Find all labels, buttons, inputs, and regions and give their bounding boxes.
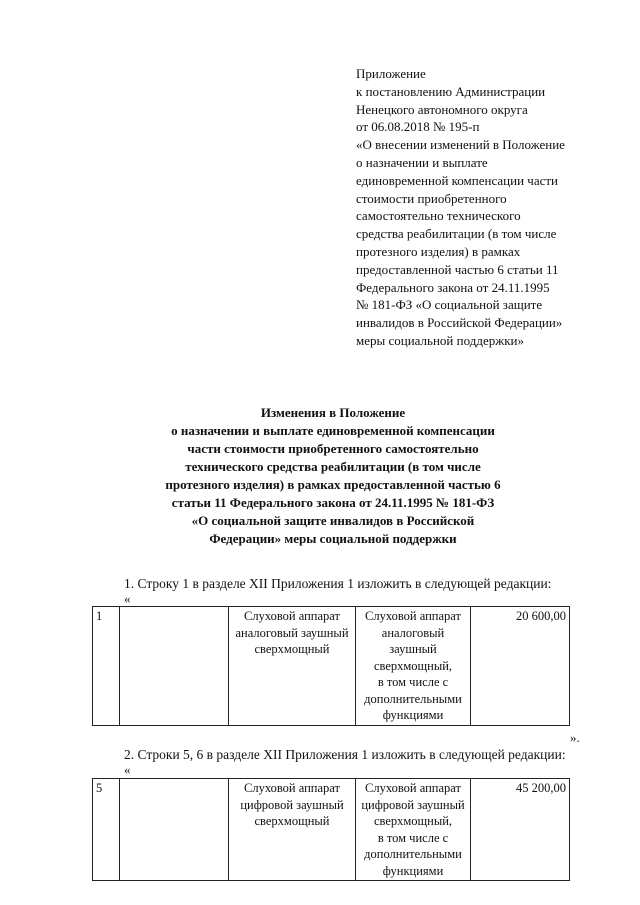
row-price: 20 600,00 — [471, 607, 570, 726]
row-empty-cell — [120, 607, 229, 726]
name-line: сверхмощный — [254, 814, 330, 828]
item2-table — [92, 778, 570, 881]
spec-line: Слуховой аппарат — [365, 781, 461, 795]
item2-text: 2. Строки 5, 6 в разделе XII Приложения 1 изложить в следующей редакции: — [124, 747, 566, 762]
appendix-line: от 06.08.2018 № 195-п — [356, 119, 480, 135]
row-number: 1 — [93, 607, 120, 726]
spec-line: Слуховой аппарат — [365, 609, 461, 623]
appendix-line: предоставленной частью 6 статьи 11 — [356, 261, 559, 277]
title-line: о назначении и выплате единовременной компенсации — [171, 423, 495, 438]
row-name-cell — [229, 607, 356, 726]
spec-line: цифровой заушный — [361, 797, 465, 812]
appendix-header — [356, 65, 596, 350]
appendix-line: Федерального закона от 24.11.1995 — [356, 279, 550, 295]
title-line: «О социальной защите инвалидов в Российской — [191, 513, 475, 528]
appendix-line: средства реабилитации (в том числе — [356, 226, 557, 242]
appendix-line: о назначении и выплате — [356, 154, 488, 170]
item2-open-quote: « — [124, 762, 131, 777]
item1-table — [92, 606, 570, 726]
appendix-line: Ненецкого автономного округа — [356, 101, 528, 117]
appendix-line: Приложение — [356, 66, 426, 81]
table-row — [93, 607, 570, 726]
item1-open-quote: « — [124, 591, 131, 606]
item1-text: 1. Строку 1 в разделе XII Приложения 1 изложить в следующей редакции: — [124, 576, 552, 591]
name-line: Слуховой аппарат — [244, 781, 340, 795]
name-line: аналоговый заушный — [235, 625, 349, 640]
title-line: статьи 11 Федерального закона от 24.11.1995 № 181-ФЗ — [171, 495, 495, 510]
spec-line: функциями — [382, 863, 444, 878]
row-price: 45 200,00 — [471, 779, 570, 881]
spec-line: в том числе с — [377, 830, 449, 845]
appendix-line: единовременной компенсации части — [356, 172, 559, 188]
appendix-line: к постановлению Администрации — [356, 83, 546, 99]
title-line: технического средства реабилитации (в том числе — [185, 459, 481, 474]
title-line: протезного изделия) в рамках предоставленной частью 6 — [165, 477, 501, 492]
spec-line: дополнительными — [364, 847, 462, 861]
spec-line: функциями — [382, 708, 444, 722]
row-spec-cell — [356, 779, 471, 881]
appendix-line: протезного изделия) в рамках — [356, 243, 521, 259]
name-line: цифровой заушный — [240, 797, 344, 812]
spec-line: сверхмощный, — [373, 814, 453, 828]
appendix-line: самостоятельно технического — [356, 208, 521, 224]
spec-line: заушный — [389, 642, 437, 656]
row-name-cell — [229, 779, 356, 881]
spec-line: сверхмощный, — [373, 658, 453, 673]
spec-line: аналоговый — [381, 625, 445, 640]
row-number: 5 — [93, 779, 120, 881]
name-line: Слуховой аппарат — [244, 609, 340, 623]
document-title — [118, 404, 548, 548]
appendix-line: инвалидов в Российской Федерации» — [356, 315, 563, 331]
appendix-line: № 181-ФЗ «О социальной защите — [356, 297, 543, 313]
appendix-line: «О внесении изменений в Положение — [356, 137, 565, 153]
name-line: сверхмощный — [254, 642, 330, 656]
spec-line: дополнительными — [364, 691, 462, 706]
row-empty-cell — [120, 779, 229, 881]
title-line: части стоимости приобретенного самостоятельно — [187, 441, 479, 456]
title-line: Федерации» меры социальной поддержки — [209, 531, 457, 546]
appendix-line: стоимости приобретенного — [356, 190, 507, 206]
title-line: Изменения в Положение — [260, 405, 406, 420]
item1-close-quote: ». — [570, 730, 580, 745]
spec-line: в том числе с — [377, 675, 449, 689]
appendix-line: меры социальной поддержки» — [356, 332, 524, 348]
table-row — [93, 779, 570, 881]
row-spec-cell — [356, 607, 471, 726]
